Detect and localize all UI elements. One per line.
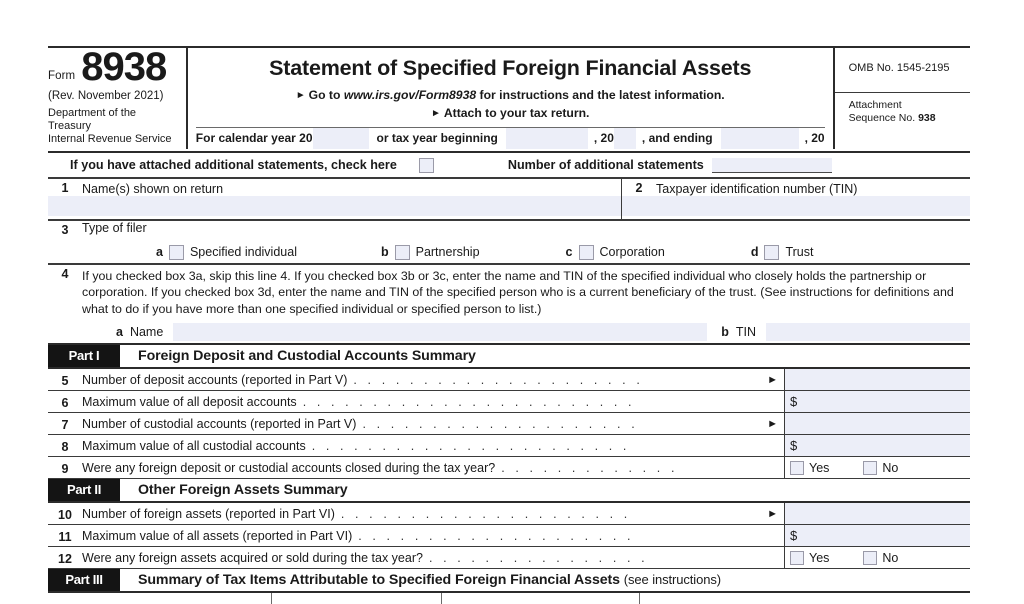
attached-statements-label: If you have attached additional statements, check here [70, 158, 397, 172]
goto-instructions-line [196, 88, 825, 102]
line12-answer-cell [784, 547, 970, 568]
tax-year-row [196, 127, 825, 149]
line5-deposit-count-input[interactable] [784, 369, 970, 390]
tax-year-ending-input[interactable] [721, 128, 799, 149]
line11-row [48, 525, 970, 547]
line5-row [48, 369, 970, 391]
irs-form-8938 [48, 46, 970, 604]
line1-name-input[interactable] [48, 196, 621, 216]
filer-checkbox-a[interactable] [169, 245, 184, 260]
line6-number: 6 [61, 395, 69, 410]
and-ending-label: , and ending [641, 131, 713, 145]
part3-title-text: Summary of Tax Items Attributable to Specified Foreign Financial Assets [138, 572, 620, 589]
filer-option-c-label: Corporation [599, 245, 665, 259]
form-revision-date: (Rev. November 2021) [48, 90, 164, 102]
line6-dollar-sign: $ [790, 394, 798, 410]
line11-max-asset-value-input[interactable] [784, 525, 970, 546]
line6-label: Maximum value of all deposit accounts [82, 394, 297, 409]
part3-col4-stub [640, 593, 970, 604]
part2-title: Other Foreign Assets Summary [138, 482, 348, 499]
department-line-1: Department of the Treasury [48, 107, 137, 132]
line10-arrow-icon: ► [767, 507, 778, 520]
form-number: 8938 [81, 45, 167, 89]
part3-col2-stub [272, 593, 442, 604]
line2-tin-input[interactable] [622, 196, 970, 216]
filer-option-specified-individual[interactable] [156, 245, 297, 260]
line12-leader-dots: . . . . . . . . . . . . . . . . [428, 550, 649, 565]
sequence-number: 938 [918, 112, 936, 125]
filer-checkbox-c[interactable] [579, 245, 594, 260]
tax-year-beginning-input[interactable] [506, 128, 588, 149]
statements-count-input[interactable] [712, 158, 832, 173]
line6-max-deposit-value-input[interactable] [784, 391, 970, 412]
line7-arrow-icon: ► [767, 417, 778, 430]
line8-label: Maximum value of all custodial accounts [82, 438, 306, 453]
department-line-2: Internal Revenue Service [48, 132, 172, 145]
part2-badge: Part II [48, 479, 120, 501]
line7-leader-dots: . . . . . . . . . . . . . . . . . . . . [362, 416, 639, 431]
line10-leader-dots: . . . . . . . . . . . . . . . . . . . . . [340, 506, 631, 521]
line5-leader-dots: . . . . . . . . . . . . . . . . . . . . . [353, 372, 644, 387]
calendar-year-input[interactable] [313, 128, 369, 149]
beginning-year-suffix: , 20 [593, 131, 614, 145]
line3-label: Type of filer [82, 221, 147, 235]
line11-label: Maximum value of all assets (reported in Part VI) [82, 528, 353, 543]
line4a-label: Name [129, 325, 164, 340]
line9-yes-option[interactable] [790, 461, 829, 475]
line4a-name-input[interactable] [173, 323, 707, 341]
line11-number: 11 [58, 529, 72, 544]
filer-option-d-label: Trust [785, 245, 814, 259]
filer-option-d-letter: d [750, 245, 759, 259]
sequence-label: Sequence No. [848, 112, 916, 125]
filer-option-b-letter: b [380, 245, 389, 259]
form-word-label: Form [48, 70, 76, 82]
attach-note-line [196, 106, 825, 120]
line7-label: Number of custodial accounts (reported in Part V) [82, 416, 357, 431]
line12-number: 12 [58, 551, 72, 566]
line9-no-label: No [882, 460, 899, 475]
line4b-letter: b [721, 325, 729, 340]
line11-leader-dots: . . . . . . . . . . . . . . . . . . . . [358, 528, 635, 543]
attach-note: Attach to your tax return. [443, 106, 590, 120]
part3-badge: Part III [48, 569, 120, 591]
line8-max-custodial-value-input[interactable] [784, 435, 970, 456]
name-and-tin-row [48, 179, 970, 219]
line7-row [48, 413, 970, 435]
line12-row [48, 547, 970, 569]
attached-statements-checkbox[interactable] [419, 158, 434, 173]
line10-row [48, 503, 970, 525]
line3-header-row [48, 221, 970, 241]
goto-prefix: Go to [308, 88, 341, 102]
beginning-year-input[interactable] [614, 128, 636, 149]
line4b-tin-input[interactable] [766, 323, 970, 341]
statements-count-label: Number of additional statements [507, 158, 704, 172]
line12-yes-option[interactable] [790, 551, 829, 565]
header-center-block [186, 48, 835, 149]
header-right-block [835, 48, 970, 149]
part3-column-header-stub [48, 593, 970, 604]
line5-label: Number of deposit accounts (reported in Part V) [82, 372, 348, 387]
line4-row [48, 265, 970, 321]
line9-number: 9 [61, 461, 69, 476]
filer-option-a-label: Specified individual [189, 245, 297, 259]
line10-number: 10 [58, 507, 72, 522]
line4-number: 4 [61, 267, 69, 281]
line12-yes-checkbox[interactable] [790, 551, 804, 565]
line8-row [48, 435, 970, 457]
filer-option-corporation[interactable] [566, 245, 665, 260]
attachment-label: Attachment [848, 99, 902, 111]
calendar-year-label: For calendar year 20 [195, 131, 313, 145]
line9-yes-label: Yes [809, 460, 830, 475]
filer-type-options [48, 241, 970, 263]
line9-no-option[interactable] [863, 461, 898, 475]
line7-number: 7 [61, 417, 69, 432]
filer-checkbox-d[interactable] [764, 245, 779, 260]
filer-option-partnership[interactable] [381, 245, 480, 260]
line2-label: Taxpayer identification number (TIN) [656, 182, 858, 196]
irs-url-link[interactable]: www.irs.gov/Form8938 [343, 88, 477, 102]
line8-leader-dots: . . . . . . . . . . . . . . . . . . . . . . . [311, 438, 630, 453]
additional-statements-row [48, 153, 970, 177]
line6-leader-dots: . . . . . . . . . . . . . . . . . . . . . . . . [302, 394, 636, 409]
line2-number: 2 [635, 181, 643, 195]
line7-custodial-count-input[interactable] [784, 413, 970, 434]
filer-option-a-letter: a [156, 245, 163, 259]
line12-label: Were any foreign assets acquired or sold during the tax year? [82, 550, 423, 565]
triangle-bullet-icon: ► [295, 90, 306, 101]
part1-title: Foreign Deposit and Custodial Accounts Summary [138, 348, 476, 365]
line3-number: 3 [61, 223, 69, 237]
line9-leader-dots: . . . . . . . . . . . . . [501, 460, 679, 475]
form-title: Statement of Specified Foreign Financial Assets [269, 56, 752, 80]
filer-option-b-label: Partnership [415, 245, 480, 259]
part3-col1-stub [48, 593, 272, 604]
line5-number: 5 [61, 373, 69, 388]
line12-no-checkbox[interactable] [863, 551, 877, 565]
line8-dollar-sign: $ [790, 438, 798, 454]
line1-cell [48, 179, 622, 219]
goto-suffix: for instructions and the latest information. [479, 88, 725, 102]
header-left-block [48, 45, 186, 149]
line4b-label: TIN [735, 325, 756, 340]
line9-answer-cell [784, 457, 970, 478]
line9-label: Were any foreign deposit or custodial accounts closed during the tax year? [82, 460, 496, 475]
part1-header [48, 343, 970, 369]
line5-arrow-icon: ► [767, 373, 778, 386]
line6-row [48, 391, 970, 413]
attachment-sequence-box [835, 92, 970, 125]
filer-option-c-letter: c [565, 245, 573, 259]
form-header [48, 45, 970, 149]
line1-label: Name(s) shown on return [82, 182, 224, 196]
line2-cell [622, 179, 970, 219]
filer-option-trust[interactable] [751, 245, 814, 260]
part3-title [120, 572, 721, 588]
ending-year-suffix: , 20 [804, 131, 825, 145]
line4-instructions: If you checked box 3a, skip this line 4. If you checked box 3b or 3c, enter the name and TIN of the specified individual who closely holds the partnership or corporation. If you checked box 3d, enter the name and TIN of the specified person who is a current beneficiary of the trust. (See instructions for definitions and what to do if you have more than one specified individual or specified person to list.) [82, 269, 954, 316]
part3-col3-stub [442, 593, 640, 604]
part3-title-note: (see instructions) [623, 572, 721, 588]
filer-checkbox-b[interactable] [395, 245, 410, 260]
part2-header [48, 479, 970, 503]
line12-no-option[interactable] [863, 551, 898, 565]
part1-badge: Part I [48, 345, 120, 367]
line12-no-label: No [882, 550, 899, 565]
line1-number: 1 [61, 181, 69, 195]
line4-name-tin-row [48, 321, 970, 343]
line11-dollar-sign: $ [790, 528, 798, 544]
line4a-letter: a [116, 325, 123, 340]
line12-yes-label: Yes [809, 550, 830, 565]
tax-year-beginning-label: or tax year beginning [376, 131, 498, 145]
line10-label: Number of foreign assets (reported in Part VI) [82, 506, 335, 521]
line9-no-checkbox[interactable] [863, 461, 877, 475]
line8-number: 8 [61, 439, 69, 454]
part3-header [48, 569, 970, 593]
omb-number: OMB No. 1545-2195 [848, 62, 950, 74]
triangle-bullet-icon-2: ► [430, 108, 441, 119]
line9-yes-checkbox[interactable] [790, 461, 804, 475]
line9-row [48, 457, 970, 479]
line10-foreign-asset-count-input[interactable] [784, 503, 970, 524]
